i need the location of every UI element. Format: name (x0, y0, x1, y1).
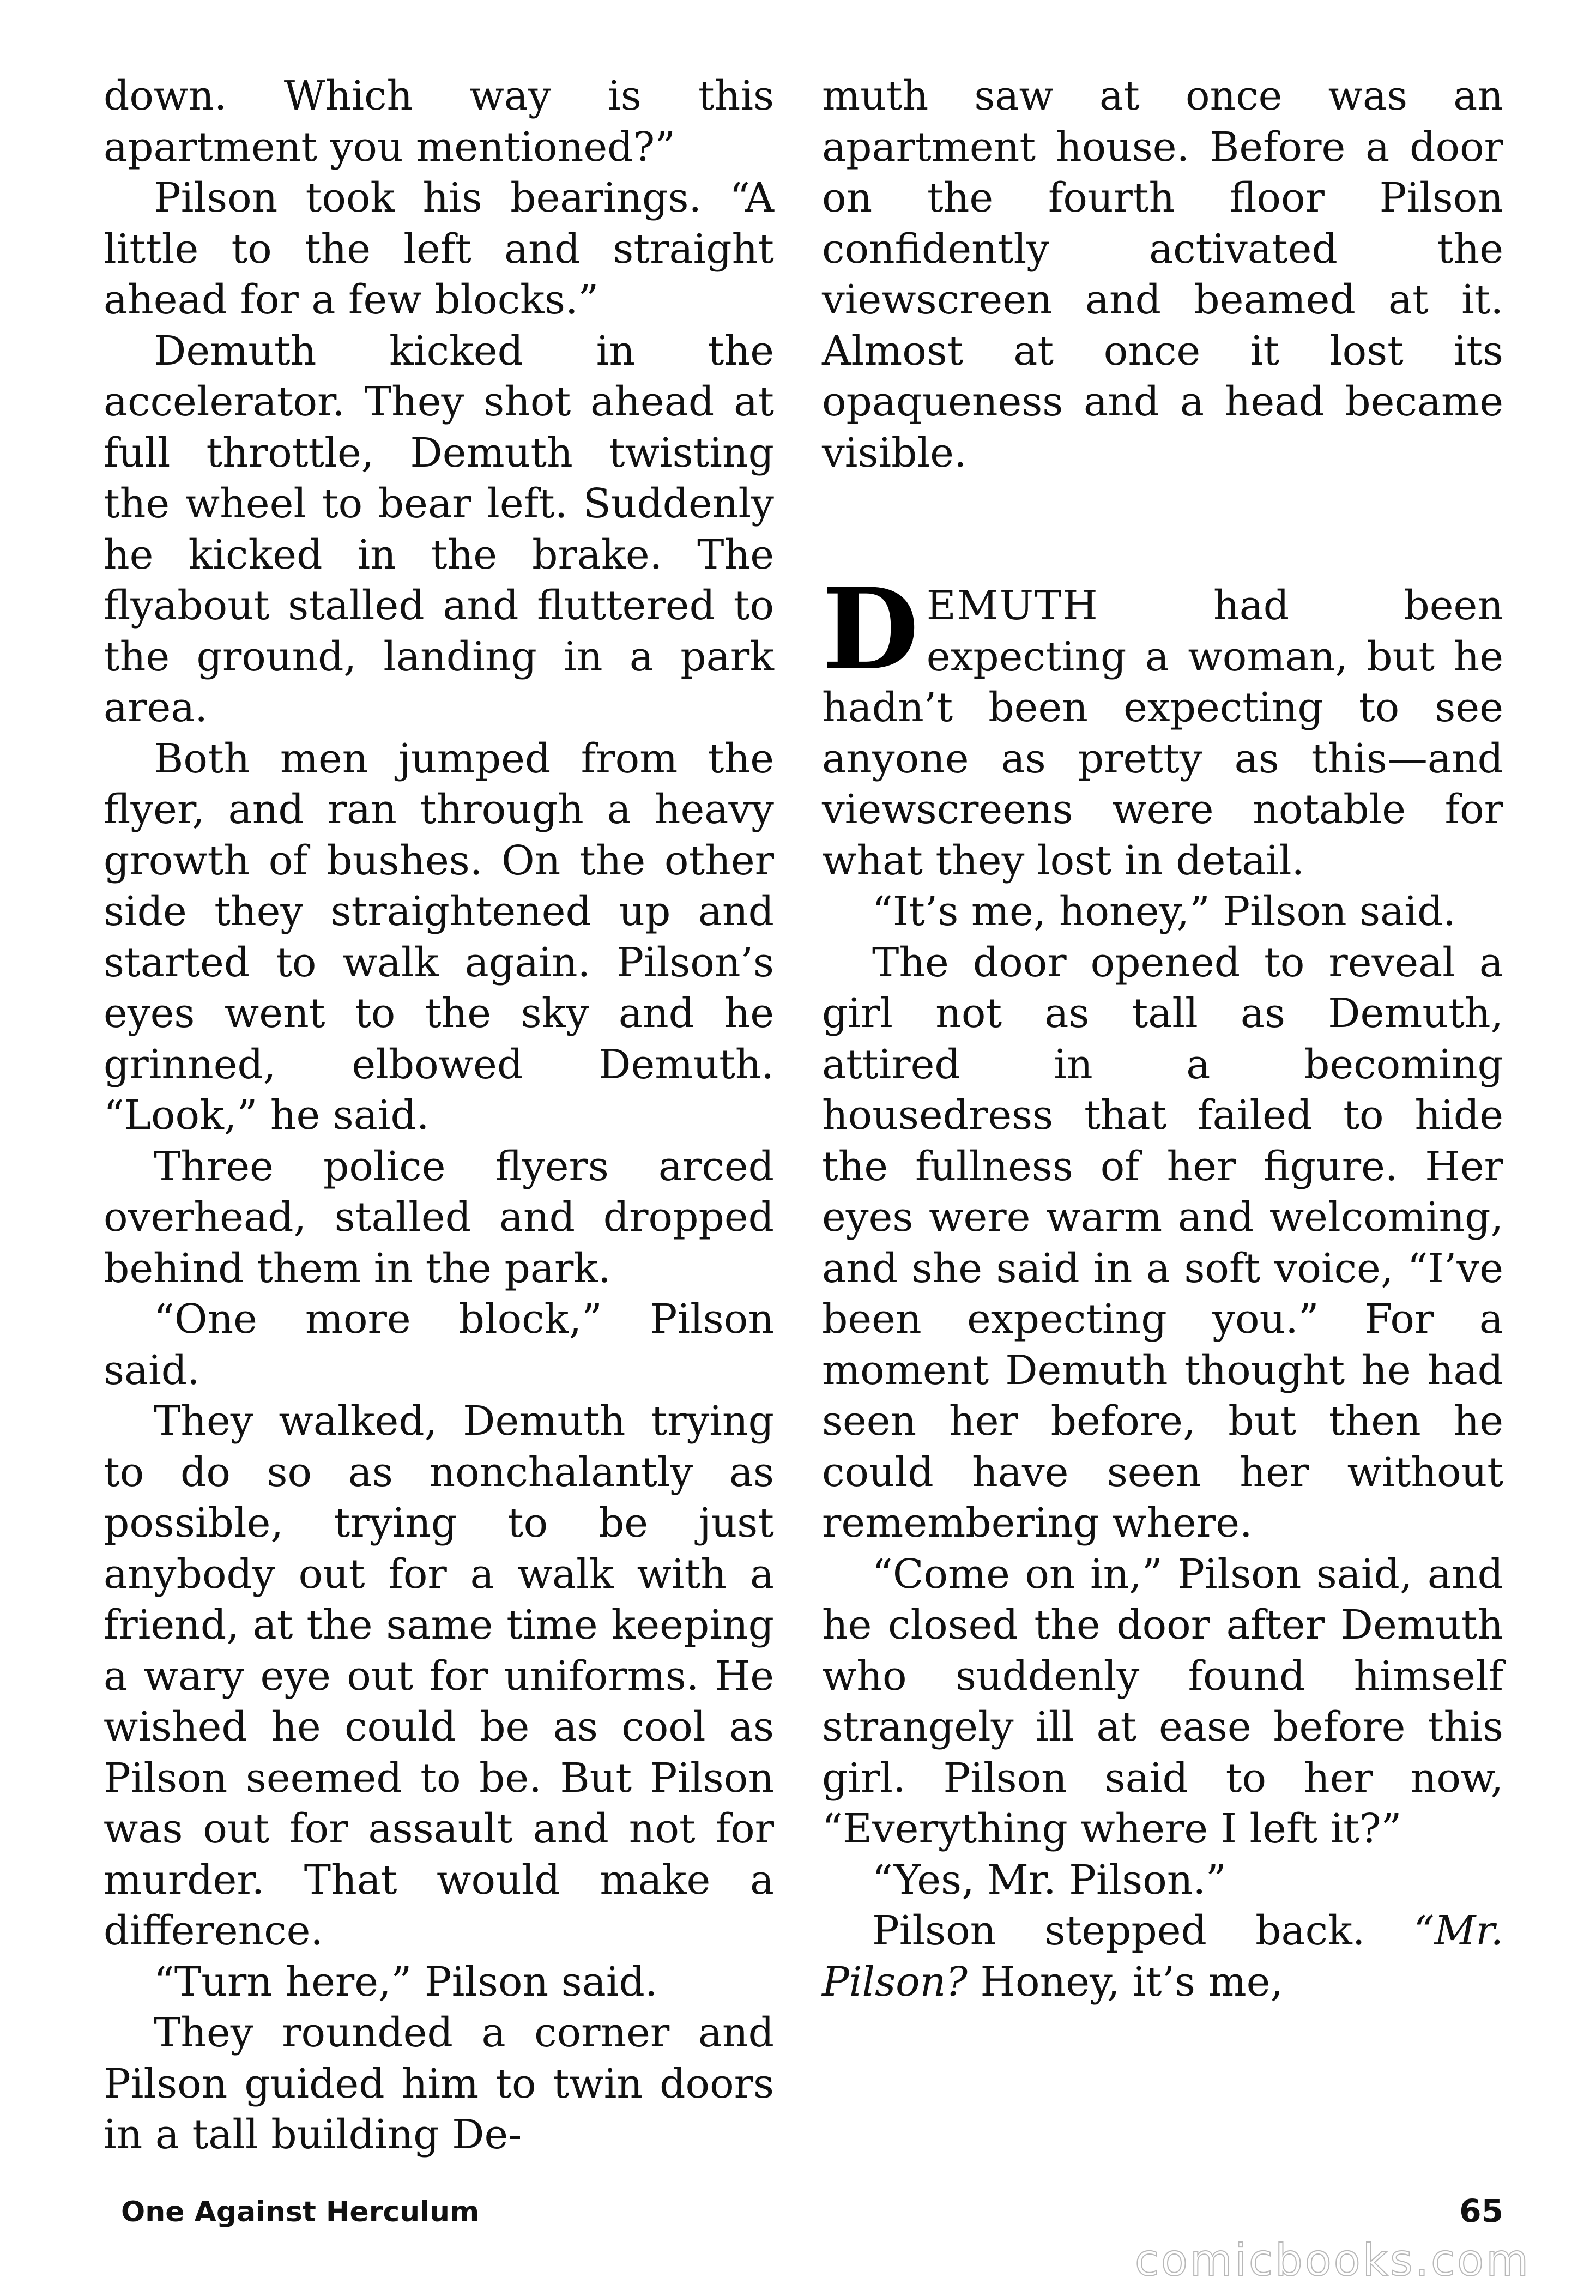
paragraph: muth saw at once was an apartment house. Before a door on the fourth floor Pilson confidently activated the viewscreen and beamed at it. Almost at once it lost its opaqueness and a head became visible. (822, 72, 1503, 476)
dropcap-paragraph-text: had been expecting a woman, but he hadn’t been expecting to see anyone as pretty as this—and viewscreens were notable for what they lost in detail. (822, 582, 1503, 884)
right-text-column (822, 71, 1503, 2008)
paragraph: down. Which way is this apartment you mentioned?” (104, 72, 774, 171)
site-watermark: comicbooks.com (1134, 2235, 1531, 2286)
paragraph: They rounded a corner and Pilson guided him to twin doors in a tall building De- (104, 2009, 774, 2158)
drop-cap-word: EMUTH (926, 582, 1099, 629)
paragraph: “One more block,” Pilson said. (104, 1296, 774, 1394)
paragraph: Demuth kicked in the accelerator. They shot ahead at full throttle, Demuth twisting the wheel to bear left. Suddenly he kicked in the brake. The flyabout stalled and fluttered to the ground, landing in a park area. (104, 327, 774, 731)
dropcap-paragraph (822, 564, 1503, 886)
last-paragraph-start: Pilson stepped back. (872, 1907, 1414, 1954)
paragraph: They walked, Demuth trying to do so as nonchalantly as possible, trying to be just anybody out for a walk with a friend, at the same time keeping a wary eye out for uniforms. He wished he could be as cool as Pilson seemed to be. But Pilson was out for assault and not for murder. That would make a difference. (104, 1398, 774, 1954)
paragraph-last (822, 1906, 1503, 2008)
last-paragraph-end: Honey, it’s me, (968, 1958, 1283, 2005)
drop-cap-letter: D (822, 564, 919, 695)
left-text-column (104, 71, 774, 2161)
paragraph: Three police flyers arced overhead, stalled and dropped behind them in the park. (104, 1143, 774, 1292)
paragraph: Pilson took his bearings. “A little to the left and straight ahead for a few blocks.” (104, 174, 774, 323)
paragraph: “Turn here,” Pilson said. (154, 1958, 658, 2005)
paragraph: Both men jumped from the flyer, and ran through a heavy growth of bushes. On the other side they straightened up and started to walk again. Pilson’s eyes went to the sky and he grinned, elbowed Demuth. “Look,” he said. (104, 735, 774, 1139)
paragraph: “It’s me, honey,” Pilson said. (872, 888, 1456, 935)
paragraph: “Come on in,” Pilson said, and he closed the door after Demuth who suddenly found himself strangely ill at ease before this girl. Pilson said to her now, “Everything where I left it?” (822, 1550, 1503, 1852)
paragraph: The door opened to reveal a girl not as tall as Demuth, attired in a becoming housedress that failed to hide the fullness of her figure. Her eyes were warm and welcoming, and she said in a soft voice, “I’ve been expecting you.” For a moment Demuth thought he had seen her before, but then he could have seen her without remembering where. (822, 939, 1503, 1546)
paragraph: “Yes, Mr. Pilson.” (872, 1856, 1226, 1904)
running-footer-title: One Against Herculum (121, 2196, 480, 2228)
last-paragraph-italic: “Mr. Pilson? (822, 1907, 1503, 2005)
page-number: 65 (1459, 2192, 1503, 2229)
